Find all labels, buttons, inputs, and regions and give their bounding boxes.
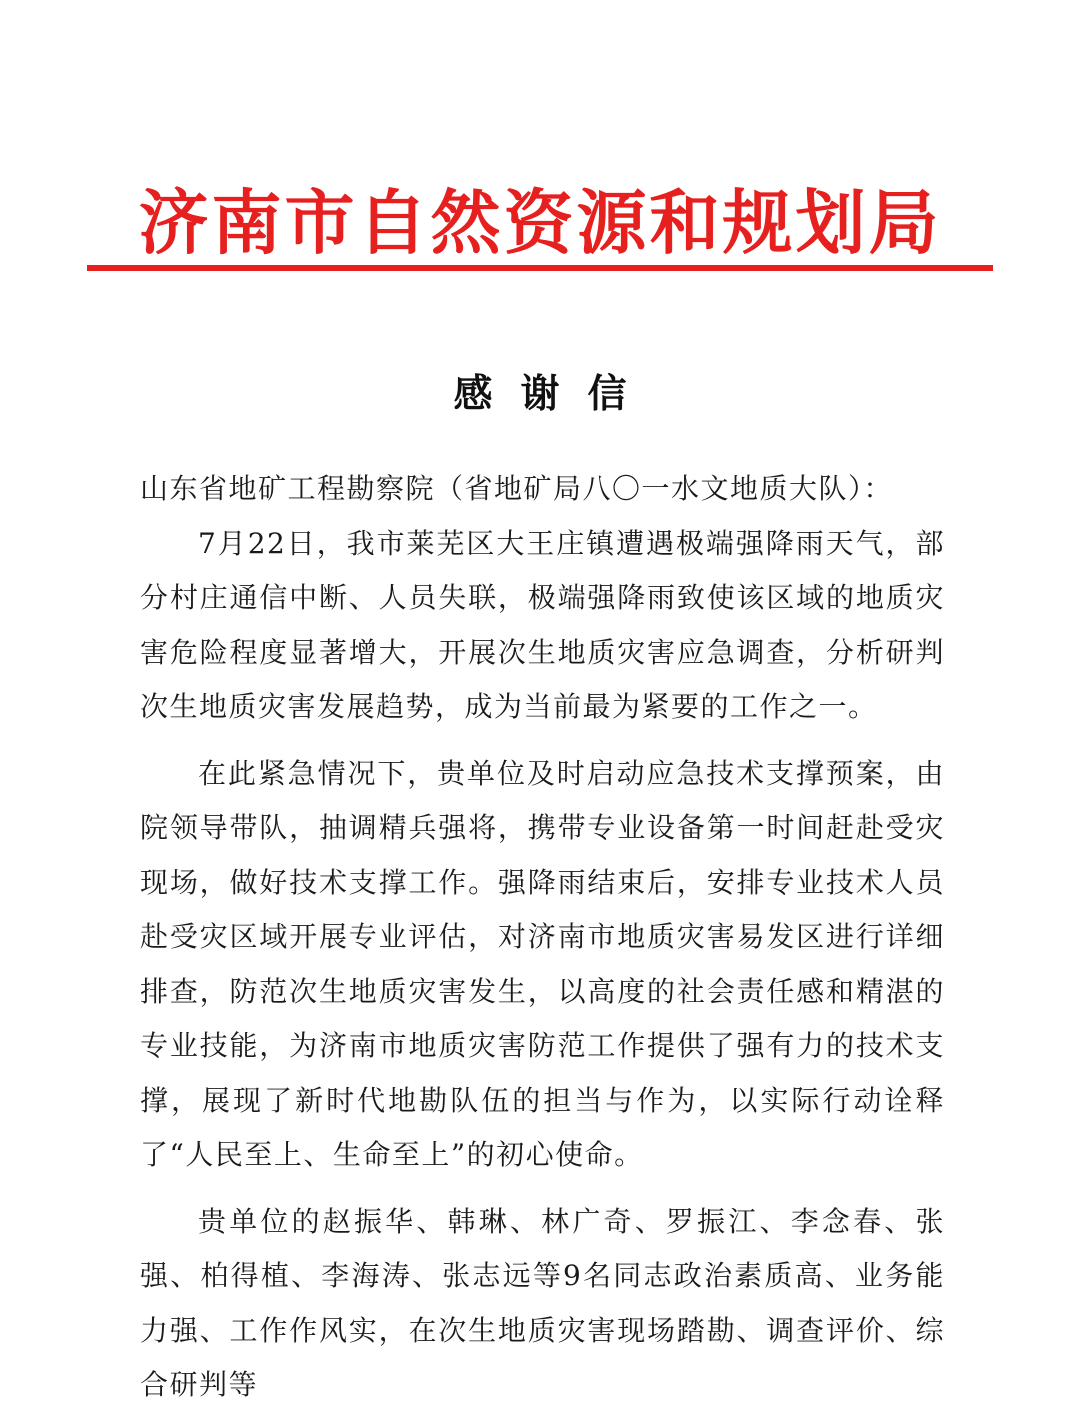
letter-body (140, 462, 945, 1413)
agency-letterhead-title: 济南市自然资源和规划局 (138, 181, 942, 264)
paragraph-spacer (140, 1183, 945, 1195)
letter-title: 感谢信 (453, 371, 655, 417)
letter-paragraph: 贵单位的赵振华、韩琳、林广奇、罗振江、李念春、张强、柏得植、李海涛、张志远等9名同志政治素质高、业务能力强、工作作风实，在次生地质灾害现场踏勘、调查评价、综合研判等 (140, 1204, 945, 1401)
letter-paragraph: 在此紧急情况下，贵单位及时启动应急技术支撑预案，由院领导带队，抽调精兵强将，携带专业设备第一时间赶赴受灾现场，做好技术支撑工作。强降雨结束后，安排专业技术人员赴受灾区域开展专业评估，对济南市地质灾害易发区进行详细排查，防范次生地质灾害发生，以高度的社会责任感和精湛的专业技能，为济南市地质灾害防范工作提供了强有力的技术支撑，展现了新时代地勘队伍的担当与作为，以实际行动诠释了“人民至上、生命至上”的初心使命。 (140, 756, 945, 1171)
letterhead-red-divider (87, 265, 993, 271)
paragraph-spacer (140, 735, 945, 747)
letter-salutation: 山东省地矿工程勘察院（省地矿局八〇一水文地质大队）： (140, 472, 894, 505)
letter-paragraph: 7月22日，我市莱芜区大王庄镇遭遇极端强降雨天气，部分村庄通信中断、人员失联，极端强降雨致使该区域的地质灾害危险程度显著增大，开展次生地质灾害应急调查，分析研判次生地质灾害发展趋势，成为当前最为紧要的工作之一。 (140, 526, 945, 723)
